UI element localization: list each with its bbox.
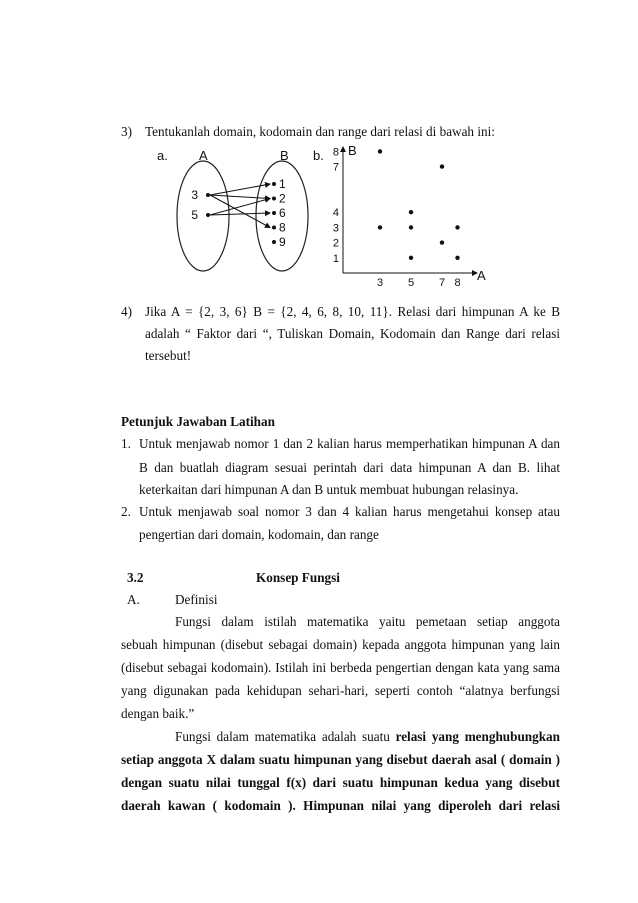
set-b-dot: [272, 226, 276, 230]
plot-y-tick: 3: [332, 222, 339, 235]
set-b-dot: [272, 197, 276, 201]
para1-line-4: yang digunakan pada kehidupan sehari-hari, seperti contoh “alatnya berfungsi: [121, 683, 560, 698]
para2-bold-1: relasi yang menghubungkan: [395, 729, 560, 744]
petunjuk-2-line-2: pengertian dari domain, kodomain, dan range: [139, 527, 379, 542]
plot-y-axis-label: B: [348, 143, 357, 158]
q3-text: Tentukanlah domain, kodomain dan range dari relasi di bawah ini:: [145, 124, 495, 139]
plot-x-tick: 7: [438, 277, 446, 289]
plot-x-axis-label: A: [477, 268, 486, 283]
plot-point: [440, 164, 444, 168]
plot-y-tick: 7: [332, 161, 339, 174]
section-number: 3.2: [127, 570, 144, 585]
set-a-element: 3: [191, 188, 198, 202]
set-a-name: A: [199, 148, 208, 163]
petunjuk-title: Petunjuk Jawaban Latihan: [121, 414, 275, 429]
plot-y-tick: 8: [332, 146, 339, 159]
para1-line-2: sebuah himpunan (disebut sebagai domain) kepada anggota himpunan yang lain: [121, 637, 560, 652]
plot-y-tick: 1: [332, 252, 339, 265]
q4-number: 4): [121, 304, 132, 319]
figure-b-label: b.: [313, 148, 324, 163]
plot-point: [409, 225, 413, 229]
para2-line-1: [175, 729, 560, 745]
petunjuk-1-number: 1.: [121, 436, 131, 451]
plot-point: [378, 225, 382, 229]
set-a-dot: [206, 193, 210, 197]
relation-figure-svg: [155, 143, 495, 293]
set-b-element: 8: [279, 220, 286, 235]
set-b-element: 1: [279, 177, 286, 191]
para2-line-3: dengan suatu nilai tunggal f(x) dari suatu himpunan kedua yang disebut: [121, 775, 560, 790]
relation-arrow: [210, 199, 270, 216]
set-a-ellipse: [177, 161, 229, 271]
petunjuk-2-line-1: Untuk menjawab soal nomor 3 dan 4 kalian harus mengetahui konsep atau: [139, 504, 560, 519]
petunjuk-2-number: 2.: [121, 504, 131, 519]
cartesian-plot: [333, 143, 486, 289]
plot-point: [409, 210, 413, 214]
petunjuk-1-line-3: keterkaitan dari himpunan A dan B untuk membuat hubungan relasinya.: [139, 482, 519, 497]
petunjuk-1-line-1: Untuk menjawab nomor 1 dan 2 kalian harus memperhatikan himpunan A dan: [139, 436, 560, 451]
set-b-dot: [272, 240, 276, 244]
set-b-element: 2: [279, 191, 286, 206]
q4-line-1: Jika A = {2, 3, 6} B = {2, 4, 6, 8, 10, 11}. Relasi dari himpunan A ke B: [145, 304, 560, 319]
plot-point: [455, 256, 459, 260]
plot-point: [409, 256, 413, 260]
q3-number: 3): [121, 124, 132, 139]
relation-arrow: [210, 195, 270, 228]
relation-arrow: [210, 213, 270, 215]
set-a-dot: [206, 213, 210, 217]
arrow-diagram: [191, 177, 286, 249]
set-b-name: B: [280, 148, 289, 163]
set-b-element: 6: [279, 206, 286, 220]
subsection-letter: A.: [127, 592, 140, 607]
set-a-element: 5: [191, 208, 198, 222]
plot-y-tick: 2: [332, 237, 339, 250]
subsection-title: Definisi: [175, 592, 218, 607]
plot-y-tick: 4: [332, 207, 339, 220]
relation-arrow: [210, 195, 270, 199]
q4-line-2: adalah “ Faktor dari “, Tuliskan Domain, Kodomain dan Range dari relasi: [145, 326, 560, 341]
figure-a-label: a.: [157, 148, 168, 163]
para1-line-5: dengan baik.”: [121, 706, 195, 721]
set-b-element: 9: [279, 235, 286, 249]
para2-intro: Fungsi dalam matematika adalah suatu: [175, 729, 396, 744]
q4-line-3: tersebut!: [145, 348, 192, 363]
para2-line-2: setiap anggota X dalam suatu himpunan yang disebut daerah asal ( domain ): [121, 752, 560, 767]
set-b-dot: [272, 211, 276, 215]
plot-point: [378, 149, 382, 153]
plot-x-tick: 8: [454, 277, 461, 289]
plot-x-tick: 5: [407, 277, 415, 289]
plot-point: [455, 225, 459, 229]
relation-figure: [155, 143, 495, 293]
set-b-dot: [272, 182, 276, 186]
relation-arrow: [210, 184, 270, 195]
plot-point: [440, 240, 444, 244]
para1-line-1: Fungsi dalam istilah matematika yaitu pemetaan setiap anggota: [175, 614, 560, 629]
para1-line-3: (disebut sebagai kodomain). Istilah ini berbeda pengertian dengan kata yang sama: [121, 660, 560, 675]
section-title: Konsep Fungsi: [256, 570, 340, 585]
petunjuk-1-line-2: B dan buatlah diagram sesuai perintah dari data himpunan A dan B. lihat: [139, 460, 560, 475]
plot-x-tick: 3: [376, 277, 384, 289]
para2-line-4: daerah kawan ( kodomain ). Himpunan nilai yang diperoleh dari relasi: [121, 798, 560, 813]
